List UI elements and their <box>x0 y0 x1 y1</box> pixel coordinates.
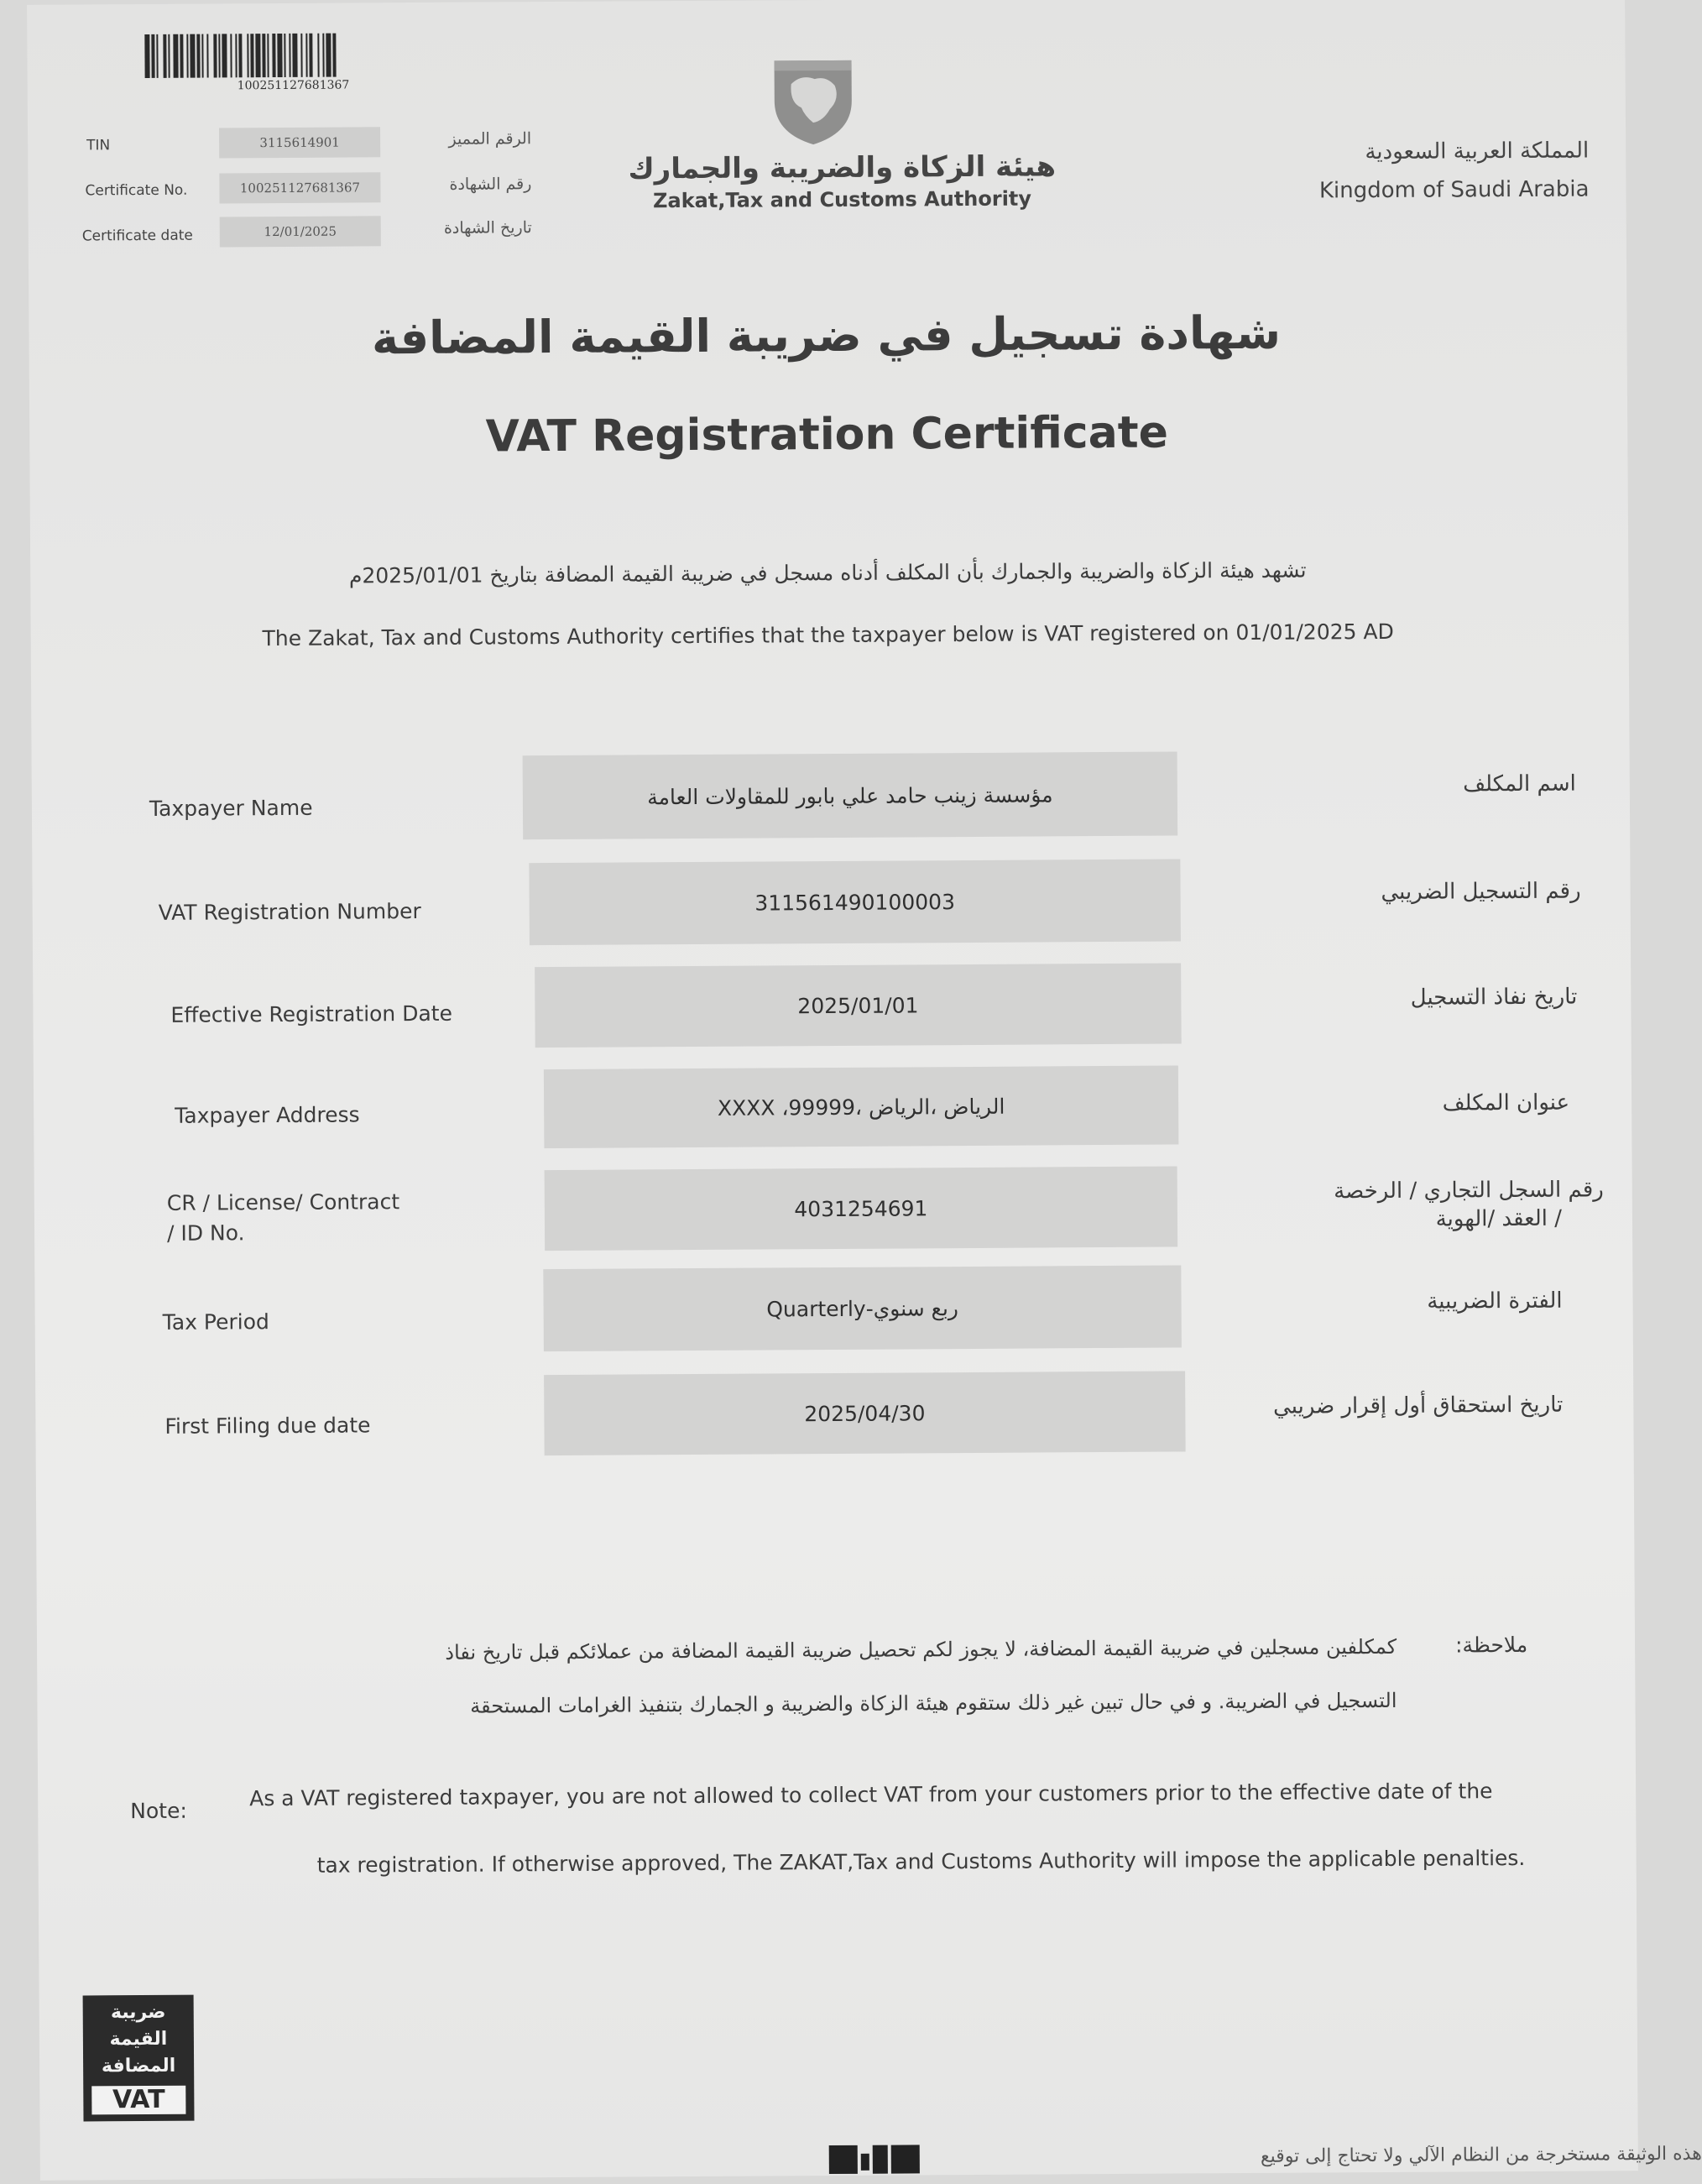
first-filing-due-date-value: 2025/04/30 <box>544 1371 1186 1455</box>
qr-code-icon <box>829 2145 930 2179</box>
certificate-page <box>27 0 1702 2181</box>
certificate-date-label: Certificate date <box>81 227 193 245</box>
cr-license-label-ar: رقم السجل التجاري / الرخصة <box>1334 1177 1604 1204</box>
certificate-no-value: 100251127681367 <box>219 172 380 203</box>
certificate-date-label-ar: تاريخ الشهادة <box>443 218 532 238</box>
vat-registration-number-value: 311561490100003 <box>529 859 1181 945</box>
vat-logo-en: VAT <box>91 2086 185 2115</box>
cr-license-label-line2: / ID No. <box>166 1220 245 1246</box>
taxpayer-name-label: Taxpayer Name <box>149 795 313 821</box>
note-text-ar-line1: كمكلفين مسجلين في ضريبة القيمة المضافة، لا يجوز لكم تحصيل ضريبة القيمة المضافة من عملائكم قبل تاريخ نفاذ <box>445 1634 1397 1664</box>
note-text-line2: tax registration. If otherwise approved, The ZAKAT,Tax and Customs Authority will impose the applicable penalties. <box>316 1845 1526 1878</box>
effective-registration-date-value: 2025/01/01 <box>535 963 1182 1048</box>
effective-registration-date-label-ar: تاريخ نفاذ التسجيل <box>1410 984 1578 1011</box>
cr-license-label-ar-line2: / العقد /الهوية <box>1435 1205 1563 1232</box>
cr-license-value: 4031254691 <box>545 1166 1178 1251</box>
certification-statement: The Zakat, Tax and Customs Authority certifies that the taxpayer below is VAT registered on 01/01/2025 AD <box>262 619 1394 651</box>
first-filing-due-date-label: First Filing due date <box>164 1413 371 1439</box>
tax-period-label-ar: الفترة الضريبية <box>1427 1288 1563 1314</box>
vat-logo-ar-line2: القيمة <box>109 2028 168 2051</box>
barcode-bar <box>336 34 339 77</box>
tax-period-value: ربع سنوي-Quarterly <box>543 1265 1182 1351</box>
vat-logo <box>83 1995 195 2122</box>
barcode-number: 100251127681367 <box>237 78 350 93</box>
tax-period-label: Tax Period <box>162 1309 269 1335</box>
kingdom-name-ar: المملكة العربية السعودية <box>1365 138 1590 165</box>
note-label: Note: <box>130 1798 187 1824</box>
org-name-ar: هيئة الزكاة والضريبة والجمارك <box>628 149 1057 186</box>
page-title-ar: شهادة تسجيل في ضريبة القيمة المضافة <box>371 306 1282 365</box>
note-text-ar-line2: التسجيل في الضريبة. و في حال تبين غير ذلك ستقوم هيئة الزكاة والضريبة و الجمارك بتنفيذ الغرامات المستحقة <box>470 1688 1397 1718</box>
note-text-line1: As a VAT registered taxpayer, you are not allowed to collect VAT from your customers prior to the effective date of the <box>249 1779 1493 1811</box>
zatca-emblem-icon <box>767 52 859 147</box>
barcode <box>144 33 472 78</box>
cr-license-label: CR / License/ Contract <box>166 1189 400 1215</box>
certificate-date-value: 12/01/2025 <box>220 216 381 247</box>
taxpayer-name-value: مؤسسة زينب حامد علي بابور للمقاولات العامة <box>523 751 1178 839</box>
effective-registration-date-label: Effective Registration Date <box>170 1001 453 1027</box>
page-title: VAT Registration Certificate <box>485 407 1169 462</box>
footer-disclaimer-ar: هذه الوثيقة مستخرجة من النظام الآلي ولا تحتاج إلى توقيع <box>1260 2143 1702 2167</box>
org-name-en: Zakat,Tax and Customs Authority <box>652 186 1032 213</box>
vat-logo-ar-line3: المضافة <box>101 2055 176 2077</box>
taxpayer-name-label-ar: اسم المكلف <box>1463 771 1576 797</box>
taxpayer-address-value: الرياض ،الرياض ،99999، XXXX <box>544 1065 1179 1148</box>
tin-label: TIN <box>86 137 111 154</box>
note-label-ar: ملاحظة: <box>1454 1632 1528 1658</box>
vat-registration-number-label-ar: رقم التسجيل الضريبي <box>1381 878 1581 906</box>
certification-statement-ar: تشهد هيئة الزكاة والضريبة والجمارك بأن المكلف أدناه مسجل في ضريبة القيمة المضافة بتاريخ 2025/01/01م <box>348 557 1307 588</box>
vat-logo-ar-line1: ضريبة <box>110 2001 166 2024</box>
tin-value: 3115614901 <box>219 127 380 158</box>
certificate-no-label-ar: رقم الشهادة <box>449 175 532 194</box>
vat-registration-number-label: VAT Registration Number <box>158 898 421 925</box>
taxpayer-address-label-ar: عنوان المكلف <box>1442 1089 1570 1116</box>
taxpayer-address-label: Taxpayer Address <box>175 1102 360 1128</box>
first-filing-due-date-label-ar: تاريخ استحقاق أول إقرار ضريبي <box>1272 1392 1564 1419</box>
kingdom-name-en: Kingdom of Saudi Arabia <box>1318 176 1590 204</box>
certificate-no-label: Certificate No. <box>85 181 188 200</box>
tin-label-ar: الرقم المميز <box>448 129 532 149</box>
